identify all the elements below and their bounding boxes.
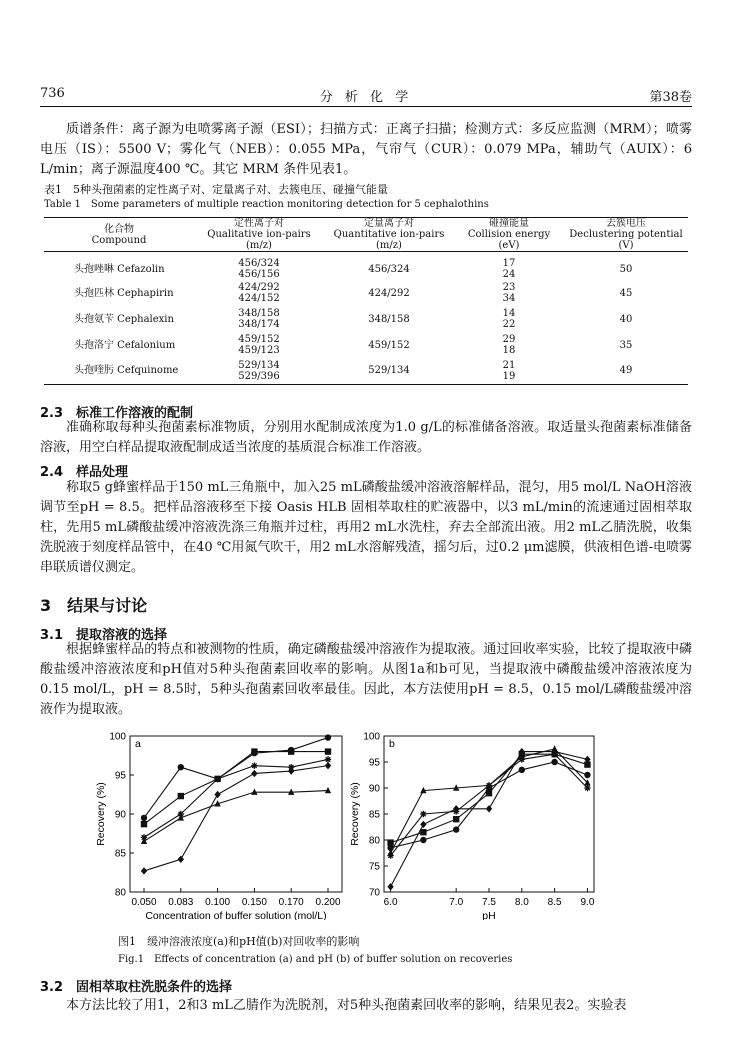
x-tick-label: 0.200 <box>315 897 341 908</box>
panel-label: a <box>135 738 141 750</box>
x-axis-label: Concentration of buffer solution (mol/L) <box>145 910 327 920</box>
series-line-diamond <box>144 766 328 871</box>
table1-caption-cn: 表1 5种头孢菌素的定性离子对、定量离子对、去簇电压、碰撞气能量 <box>44 183 388 196</box>
x-tick-label: 7.0 <box>449 897 464 908</box>
data-point-circle-marker <box>453 826 459 832</box>
col-declustering-potential: 去簇电压 Declustering potential (V) <box>569 218 683 251</box>
table-row: 头孢氨苄 Cephalexin 348/158 348/174 348/158 14 22 40 <box>74 308 633 330</box>
data-point-square-marker <box>251 748 257 754</box>
y-tick-label: 85 <box>368 809 380 821</box>
table-header-row <box>44 218 688 252</box>
x-tick-label: 0.083 <box>168 897 194 908</box>
chart-b <box>344 728 612 920</box>
x-tick-label: 9.0 <box>580 897 595 908</box>
chart-a <box>88 728 360 920</box>
y-tick-label: 100 <box>109 731 126 743</box>
data-point-diamond-marker <box>141 867 147 874</box>
y-tick-label: 80 <box>368 835 380 847</box>
data-point-triangle-marker <box>141 838 147 844</box>
ms-conditions-paragraph: 质谱条件：离子源为电喷雾离子源（ESI）；扫描方式：正离子扫描；检测方式：多反应监测（MRM）；喷雾电压（IS）：5500 V；雾化气（NEB）：0.055 MPa，气帘气（CUR）：0.079 MPa，辅助气（AUIX）：6 L/min；离子源温度400 ℃。其它 MRM 条件见表1。 <box>40 122 692 177</box>
series-line-square <box>391 754 588 842</box>
section-2-4-heading: 2.4 样品处理 <box>40 465 129 480</box>
x-tick-label: 0.150 <box>241 897 267 908</box>
data-point-diamond-marker <box>325 762 331 769</box>
series-line-square <box>144 752 328 825</box>
section-2-3-text: 准确称取每种头孢菌素标准物质，分别用水配制成浓度为1.0 g/L的标准储备溶液。取适量头孢菌素标准储备溶液，用空白样品提取液配制成适当浓度的基质混合标准工作溶液。 <box>40 420 692 455</box>
table-row: 头孢洛宁 Cefalonium 459/152 459/123 459/152 29 18 35 <box>74 334 633 356</box>
y-axis-label: Recovery (%) <box>95 782 107 846</box>
y-tick-label: 85 <box>114 848 126 860</box>
data-point-star-marker <box>387 852 393 858</box>
data-point-square-marker <box>178 793 184 799</box>
y-tick-label: 95 <box>114 770 126 782</box>
data-point-diamond-marker <box>251 770 257 777</box>
x-tick-label: 0.170 <box>278 897 304 908</box>
data-point-star-marker <box>214 776 220 782</box>
table-row: 头孢唑啉 Cefazolin 456/324 456/156 456/324 17 24 50 <box>74 258 633 280</box>
figure1-caption-en: Fig.1 Effects of concentration (a) and pH (b) of buffer solution on recoveries <box>118 954 513 965</box>
section-3-1-text: 根据蜂蜜样品的特点和被测物的性质，确定磷酸盐缓冲溶液作为提取液。通过回收率实验，比较了提取液中磷酸盐缓冲溶液浓度和pH值对5种头孢菌素回收率的影响。从图1a和b可见，当提取液中磷酸盐缓冲溶液浓度为0.15 mol/L，pH = 8.5时，5种头孢菌素回收率最佳。因此，本方法使用pH = 8.5，0.15 mol/L磷酸盐缓冲溶液作为提取液。 <box>40 642 692 717</box>
table1-caption-en: Table 1 Some parameters of multiple reaction monitoring detection for 5 cephalothins <box>44 199 489 210</box>
figure1a <box>88 728 360 920</box>
data-point-diamond-marker <box>214 791 220 798</box>
data-point-diamond-marker <box>288 767 294 774</box>
x-tick-label: 0.100 <box>205 897 231 908</box>
x-tick-label: 8.5 <box>547 897 562 908</box>
section-3-heading: 3 结果与讨论 <box>40 596 148 615</box>
plot-frame <box>130 736 342 892</box>
col-quantitative: 定量离子对 Quantitative ion-pairs (m/z) <box>333 218 445 251</box>
data-point-star-marker <box>325 756 331 762</box>
series-line-triangle <box>391 749 588 853</box>
y-tick-label: 75 <box>368 861 380 873</box>
table1 <box>44 217 688 385</box>
data-point-diamond-marker <box>420 821 426 828</box>
x-tick-label: 8.0 <box>514 897 529 908</box>
table-row: 头孢喹肟 Cefquinome 529/134 529/396 529/134 21 19 49 <box>44 358 688 384</box>
figure1-caption-cn: 图1 缓冲溶液浓度(a)和pH值(b)对回收率的影响 <box>118 935 360 948</box>
plot-frame <box>384 736 594 892</box>
data-point-square-marker <box>420 829 426 835</box>
page-number: 736 <box>40 86 65 101</box>
data-point-square-marker <box>453 816 459 822</box>
data-point-circle-marker <box>325 734 331 740</box>
section-3-2-text: 本方法比较了用1，2和3 mL乙腈作为洗脱剂，对5种头孢菌素回收率的影响，结果见表2。实验表 <box>66 998 627 1013</box>
x-tick-label: 6.0 <box>383 897 398 908</box>
data-point-star-marker <box>519 756 525 762</box>
col-qualitative: 定性离子对 Qualitative ion-pairs (m/z) <box>207 218 311 251</box>
data-point-diamond-marker <box>486 805 492 812</box>
panel-label: b <box>389 738 395 750</box>
data-point-square-marker <box>141 821 147 827</box>
series-line-triangle <box>144 791 328 842</box>
data-point-circle-marker <box>584 772 590 778</box>
data-point-circle-marker <box>387 845 393 851</box>
y-tick-label: 90 <box>114 809 126 821</box>
section-2-3-heading: 2.3 标准工作溶液的配制 <box>40 406 194 421</box>
section-3-1-heading: 3.1 提取溶液的选择 <box>40 628 168 643</box>
y-axis-label: Recovery (%) <box>349 782 361 846</box>
y-tick-label: 95 <box>368 757 380 769</box>
data-point-diamond-marker <box>178 856 184 863</box>
data-point-circle-marker <box>178 764 184 770</box>
data-point-star-marker <box>584 785 590 791</box>
section-3-2-heading: 3.2 固相萃取柱洗脱条件的选择 <box>40 980 233 995</box>
data-point-star-marker <box>486 782 492 788</box>
header-rule <box>40 106 692 107</box>
data-point-star-marker <box>251 762 257 768</box>
x-tick-label: 7.5 <box>482 897 496 908</box>
y-tick-label: 80 <box>114 887 126 899</box>
data-point-circle-marker <box>420 837 426 843</box>
data-point-triangle-marker <box>325 787 331 793</box>
figure1b <box>344 728 612 920</box>
x-axis-label: pH <box>482 910 496 920</box>
series-line-circle <box>391 762 588 848</box>
data-point-diamond-marker <box>387 883 393 890</box>
table-row: 头孢匹林 Cephapirin 424/292 424/152 424/292 23 34 45 <box>74 282 633 304</box>
y-tick-label: 70 <box>368 887 380 899</box>
data-point-circle-marker <box>519 767 525 773</box>
series-line-circle <box>144 738 328 818</box>
data-point-circle-marker <box>551 759 557 765</box>
journal-title: 分 析 化 学 <box>319 90 413 105</box>
data-point-circle-marker <box>141 815 147 821</box>
section-2-4-text: 称取5 g蜂蜜样品于150 mL三角瓶中，加入25 mL磷酸盐缓冲溶液溶解样品，混匀，用5 mol/L NaOH溶液调节至pH = 8.5。把样品溶液移至下接 Oasis HLB 固相萃取柱的贮液器中，以3 mL/min的流速通过固相萃取柱，先用5 mL磷酸盐缓冲溶液洗涤三角瓶并过柱，再用2 mL水洗柱，弃去全部流出液。用2 mL乙腈洗脱，收集洗脱液于刻度样品管中，在40 ℃用氮气吹干，用2 mL水溶解残渣，摇匀后，过0.2 μm滤膜，供液相色谱-电喷雾串联质谱仪测定。 <box>40 480 692 575</box>
page-header <box>40 86 692 106</box>
x-tick-label: 0.050 <box>131 897 157 908</box>
series-line-diamond <box>391 752 588 887</box>
volume-label: 第38卷 <box>649 90 692 105</box>
col-compound: 化合物 Compound <box>91 223 147 246</box>
data-point-square-marker <box>325 748 331 754</box>
data-point-square-marker <box>288 748 294 754</box>
y-tick-label: 90 <box>368 783 380 795</box>
y-tick-label: 100 <box>363 731 380 743</box>
col-collision-energy: 碰撞能量 Collision energy (eV) <box>467 218 551 251</box>
